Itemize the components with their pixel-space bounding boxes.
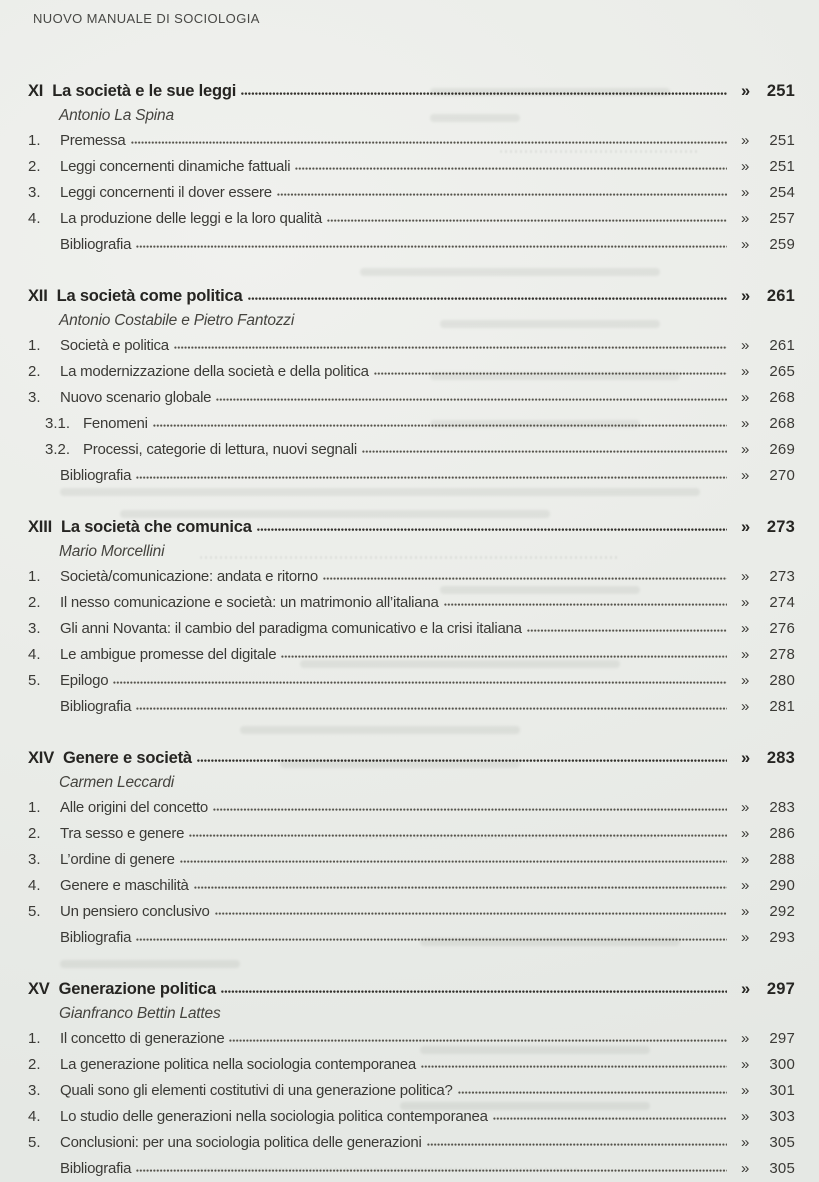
chapter-page-number: 283 <box>766 749 795 767</box>
dot-leader <box>257 528 727 531</box>
entry-title: L’ordine di genere <box>60 851 175 868</box>
entry-page-number: 265 <box>769 363 795 380</box>
dot-leader <box>327 219 727 222</box>
dot-leader <box>323 577 727 580</box>
page-ref-symbol: » <box>741 467 750 484</box>
page-ref-symbol: » <box>741 1134 750 1151</box>
page-ref-symbol: » <box>741 1108 750 1125</box>
entry-page-number: 251 <box>769 158 795 175</box>
chapter-numeral: XII <box>28 287 48 305</box>
entry-title: Genere e maschilità <box>60 877 189 894</box>
entry-page-number: 288 <box>769 851 795 868</box>
entry-title: Tra sesso e genere <box>60 825 185 842</box>
toc-entry <box>28 415 795 441</box>
entry-title: Il concetto di generazione <box>60 1030 225 1047</box>
entry-title: Epilogo <box>60 672 109 689</box>
page-ref-symbol: » <box>741 363 750 380</box>
toc-entry <box>28 620 795 646</box>
toc-entry <box>28 851 795 877</box>
entry-number: 2. <box>28 825 41 842</box>
entry-number: 4. <box>28 877 41 894</box>
entry-page-number: 273 <box>769 568 795 585</box>
toc-entry <box>28 672 795 698</box>
toc-entry <box>28 1030 795 1056</box>
dot-leader <box>493 1117 727 1120</box>
dot-leader <box>131 141 727 144</box>
entry-page-number: 257 <box>769 210 795 227</box>
dot-leader <box>277 193 727 196</box>
entry-page-number: 261 <box>769 337 795 354</box>
toc-chapter-title-row <box>28 518 795 543</box>
toc-entry <box>28 698 795 724</box>
table-of-contents <box>28 82 795 1182</box>
toc-entry <box>28 799 795 825</box>
chapter-numeral: XIV <box>28 749 54 767</box>
entry-page-number: 269 <box>769 441 795 458</box>
entry-number: 5. <box>28 903 41 920</box>
entry-number: 3. <box>28 620 41 637</box>
page-ref-symbol: » <box>741 646 750 663</box>
dot-leader <box>136 938 727 941</box>
dot-leader <box>444 603 727 606</box>
toc-entry <box>28 1160 795 1182</box>
entry-page-number: 259 <box>769 236 795 253</box>
entry-title: Gli anni Novanta: il cambio del paradigma comunicativo e la crisi italiana <box>60 620 522 637</box>
chapter-author-row <box>28 107 795 132</box>
dot-leader <box>189 834 727 837</box>
chapter-page-number: 251 <box>766 82 795 100</box>
toc-entry <box>28 132 795 158</box>
toc-entry <box>28 389 795 415</box>
chapter-author-row <box>28 312 795 337</box>
dot-leader <box>295 167 727 170</box>
toc-chapter <box>28 518 795 724</box>
toc-entry <box>28 1108 795 1134</box>
entry-page-number: 297 <box>769 1030 795 1047</box>
toc-entry <box>28 877 795 903</box>
entry-number: 1. <box>28 568 41 585</box>
entry-page-number: 290 <box>769 877 795 894</box>
dot-leader <box>197 759 727 762</box>
chapter-title: La società come politica <box>56 287 243 305</box>
entry-title: Fenomeni <box>83 415 148 432</box>
page-ref-symbol: » <box>741 184 750 201</box>
dot-leader <box>281 655 727 658</box>
dot-leader <box>241 92 727 95</box>
running-header: NUOVO MANUALE DI SOCIOLOGIA <box>33 11 260 26</box>
entry-title: La produzione delle leggi e la loro qualità <box>60 210 322 227</box>
page-ref-symbol: » <box>741 236 750 253</box>
dot-leader <box>136 245 727 248</box>
chapter-entries <box>28 1030 795 1182</box>
page-ref-symbol: » <box>741 337 750 354</box>
entry-number: 3. <box>28 389 41 406</box>
page-ref-symbol: » <box>741 518 751 536</box>
toc-chapter <box>28 287 795 493</box>
chapter-authors: Antonio Costabile e Pietro Fantozzi <box>59 312 295 329</box>
entry-page-number: 268 <box>769 415 795 432</box>
toc-entry <box>28 158 795 184</box>
page-ref-symbol: » <box>741 929 750 946</box>
dot-leader <box>216 398 727 401</box>
entry-page-number: 283 <box>769 799 795 816</box>
chapter-authors: Mario Morcellini <box>59 543 165 560</box>
chapter-page-number: 261 <box>766 287 795 305</box>
toc-entry <box>28 903 795 929</box>
entry-page-number: 268 <box>769 389 795 406</box>
toc-entry <box>28 594 795 620</box>
page-ref-symbol: » <box>741 415 750 432</box>
chapter-title: La società che comunica <box>60 518 252 536</box>
dot-leader <box>215 912 727 915</box>
dot-leader <box>194 886 727 889</box>
entry-number: 4. <box>28 1108 41 1125</box>
entry-number: 3. <box>28 1082 41 1099</box>
page-ref-symbol: » <box>741 980 751 998</box>
page-ref-symbol: » <box>741 132 750 149</box>
entry-page-number: 274 <box>769 594 795 611</box>
toc-chapter <box>28 749 795 955</box>
page-ref-symbol: » <box>741 877 750 894</box>
toc-chapter <box>28 82 795 262</box>
page-ref-symbol: » <box>741 799 750 816</box>
toc-entry <box>28 1082 795 1108</box>
entry-page-number: 305 <box>769 1134 795 1151</box>
entry-page-number: 278 <box>769 646 795 663</box>
entry-page-number: 276 <box>769 620 795 637</box>
entry-title: Leggi concernenti dinamiche fattuali <box>60 158 291 175</box>
entry-number: 3. <box>28 184 41 201</box>
page-ref-symbol: » <box>741 1160 750 1177</box>
entry-title: La modernizzazione della società e della politica <box>60 363 369 380</box>
entry-title: Bibliografia <box>60 1160 132 1177</box>
entry-title: Bibliografia <box>60 698 132 715</box>
toc-entry <box>28 210 795 236</box>
entry-page-number: 270 <box>769 467 795 484</box>
entry-page-number: 280 <box>769 672 795 689</box>
toc-entry <box>28 441 795 467</box>
page-ref-symbol: » <box>741 851 750 868</box>
dot-leader <box>374 372 727 375</box>
page-ref-symbol: » <box>741 210 750 227</box>
toc-chapter-title-row <box>28 82 795 107</box>
entry-title: Processi, categorie di lettura, nuovi segnali <box>83 441 357 458</box>
toc-entry <box>28 236 795 262</box>
dot-leader <box>427 1143 727 1146</box>
chapter-author-row <box>28 1005 795 1030</box>
dot-leader <box>421 1065 727 1068</box>
chapter-authors: Gianfranco Bettin Lattes <box>59 1005 221 1022</box>
dot-leader <box>174 346 727 349</box>
entry-title: Bibliografia <box>60 236 132 253</box>
entry-page-number: 305 <box>769 1160 795 1177</box>
page-ref-symbol: » <box>741 1030 750 1047</box>
entry-number: 3.1. <box>45 415 71 432</box>
dot-leader <box>136 707 727 710</box>
toc-chapter-title-row <box>28 980 795 1005</box>
page-ref-symbol: » <box>741 158 750 175</box>
entry-title: Conclusioni: per una sociologia politica delle generazioni <box>60 1134 422 1151</box>
dot-leader <box>113 681 727 684</box>
toc-entry <box>28 646 795 672</box>
chapter-authors: Antonio La Spina <box>59 107 174 124</box>
page-ref-symbol: » <box>741 82 751 100</box>
chapter-title: La società e le sue leggi <box>52 82 237 100</box>
page-ref-symbol: » <box>741 441 750 458</box>
page-ref-symbol: » <box>741 594 750 611</box>
entry-page-number: 303 <box>769 1108 795 1125</box>
page-ref-symbol: » <box>741 389 750 406</box>
entry-title: Bibliografia <box>60 929 132 946</box>
toc-chapter-title-row <box>28 749 795 774</box>
entry-number: 1. <box>28 1030 41 1047</box>
dot-leader <box>136 476 727 479</box>
entry-number: 5. <box>28 672 41 689</box>
entry-number: 2. <box>28 363 41 380</box>
dot-leader <box>180 860 727 863</box>
dot-leader <box>221 990 727 993</box>
toc-entry <box>28 825 795 851</box>
chapter-entries <box>28 132 795 262</box>
entry-title: Le ambigue promesse del digitale <box>60 646 277 663</box>
toc-chapter <box>28 980 795 1182</box>
entry-title: Alle origini del concetto <box>60 799 209 816</box>
page-ref-symbol: » <box>741 1082 750 1099</box>
entry-number: 2. <box>28 158 41 175</box>
entry-page-number: 293 <box>769 929 795 946</box>
chapter-numeral: XIII <box>28 518 52 536</box>
page-ref-symbol: » <box>741 620 750 637</box>
chapter-numeral: XV <box>28 980 50 998</box>
chapter-numeral: XI <box>28 82 44 100</box>
entry-page-number: 251 <box>769 132 795 149</box>
dot-leader <box>527 629 727 632</box>
entry-title: Un pensiero conclusivo <box>60 903 210 920</box>
dot-leader <box>248 297 727 300</box>
entry-number: 4. <box>28 210 41 227</box>
entry-number: 3. <box>28 851 41 868</box>
chapter-title: Genere e società <box>63 749 192 767</box>
dot-leader <box>362 450 727 453</box>
entry-number: 1. <box>28 799 41 816</box>
chapter-entries <box>28 568 795 724</box>
toc-entry <box>28 568 795 594</box>
entry-number: 3.2. <box>45 441 71 458</box>
dot-leader <box>136 1169 727 1172</box>
toc-entry <box>28 337 795 363</box>
entry-page-number: 301 <box>769 1082 795 1099</box>
entry-number: 1. <box>28 337 41 354</box>
toc-entry <box>28 467 795 493</box>
toc-chapter-title-row <box>28 287 795 312</box>
dot-leader <box>458 1091 727 1094</box>
entry-title: Leggi concernenti il dover essere <box>60 184 272 201</box>
chapter-page-number: 273 <box>766 518 795 536</box>
toc-entry <box>28 1134 795 1160</box>
page-ref-symbol: » <box>741 287 751 305</box>
entry-title: Il nesso comunicazione e società: un matrimonio all’italiana <box>60 594 439 611</box>
entry-title: La generazione politica nella sociologia contemporanea <box>60 1056 416 1073</box>
entry-title: Premessa <box>60 132 126 149</box>
entry-page-number: 254 <box>769 184 795 201</box>
page-ref-symbol: » <box>741 698 750 715</box>
dot-leader <box>153 424 727 427</box>
page-ref-symbol: » <box>741 749 751 767</box>
chapter-page-number: 297 <box>766 980 795 998</box>
entry-page-number: 281 <box>769 698 795 715</box>
dot-leader <box>229 1039 727 1042</box>
entry-title: Quali sono gli elementi costitutivi di una generazione politica? <box>60 1082 453 1099</box>
entry-number: 5. <box>28 1134 41 1151</box>
page-ref-symbol: » <box>741 1056 750 1073</box>
page-ref-symbol: » <box>741 903 750 920</box>
entry-title: Bibliografia <box>60 467 132 484</box>
page-ref-symbol: » <box>741 672 750 689</box>
chapter-authors: Carmen Leccardi <box>59 774 175 791</box>
chapter-entries <box>28 799 795 955</box>
toc-entry <box>28 929 795 955</box>
entry-number: 1. <box>28 132 41 149</box>
entry-number: 2. <box>28 594 41 611</box>
toc-entry <box>28 1056 795 1082</box>
page-ref-symbol: » <box>741 568 750 585</box>
chapter-title: Generazione politica <box>58 980 216 998</box>
entry-title: Società e politica <box>60 337 169 354</box>
dot-leader <box>213 808 727 811</box>
entry-page-number: 292 <box>769 903 795 920</box>
chapter-author-row <box>28 543 795 568</box>
entry-title: Lo studio delle generazioni nella sociologia politica contemporanea <box>60 1108 488 1125</box>
chapter-entries <box>28 337 795 493</box>
toc-entry <box>28 363 795 389</box>
entry-number: 4. <box>28 646 41 663</box>
page-ref-symbol: » <box>741 825 750 842</box>
toc-entry <box>28 184 795 210</box>
entry-title: Nuovo scenario globale <box>60 389 212 406</box>
entry-number: 2. <box>28 1056 41 1073</box>
chapter-author-row <box>28 774 795 799</box>
entry-page-number: 300 <box>769 1056 795 1073</box>
entry-title: Società/comunicazione: andata e ritorno <box>60 568 318 585</box>
entry-page-number: 286 <box>769 825 795 842</box>
